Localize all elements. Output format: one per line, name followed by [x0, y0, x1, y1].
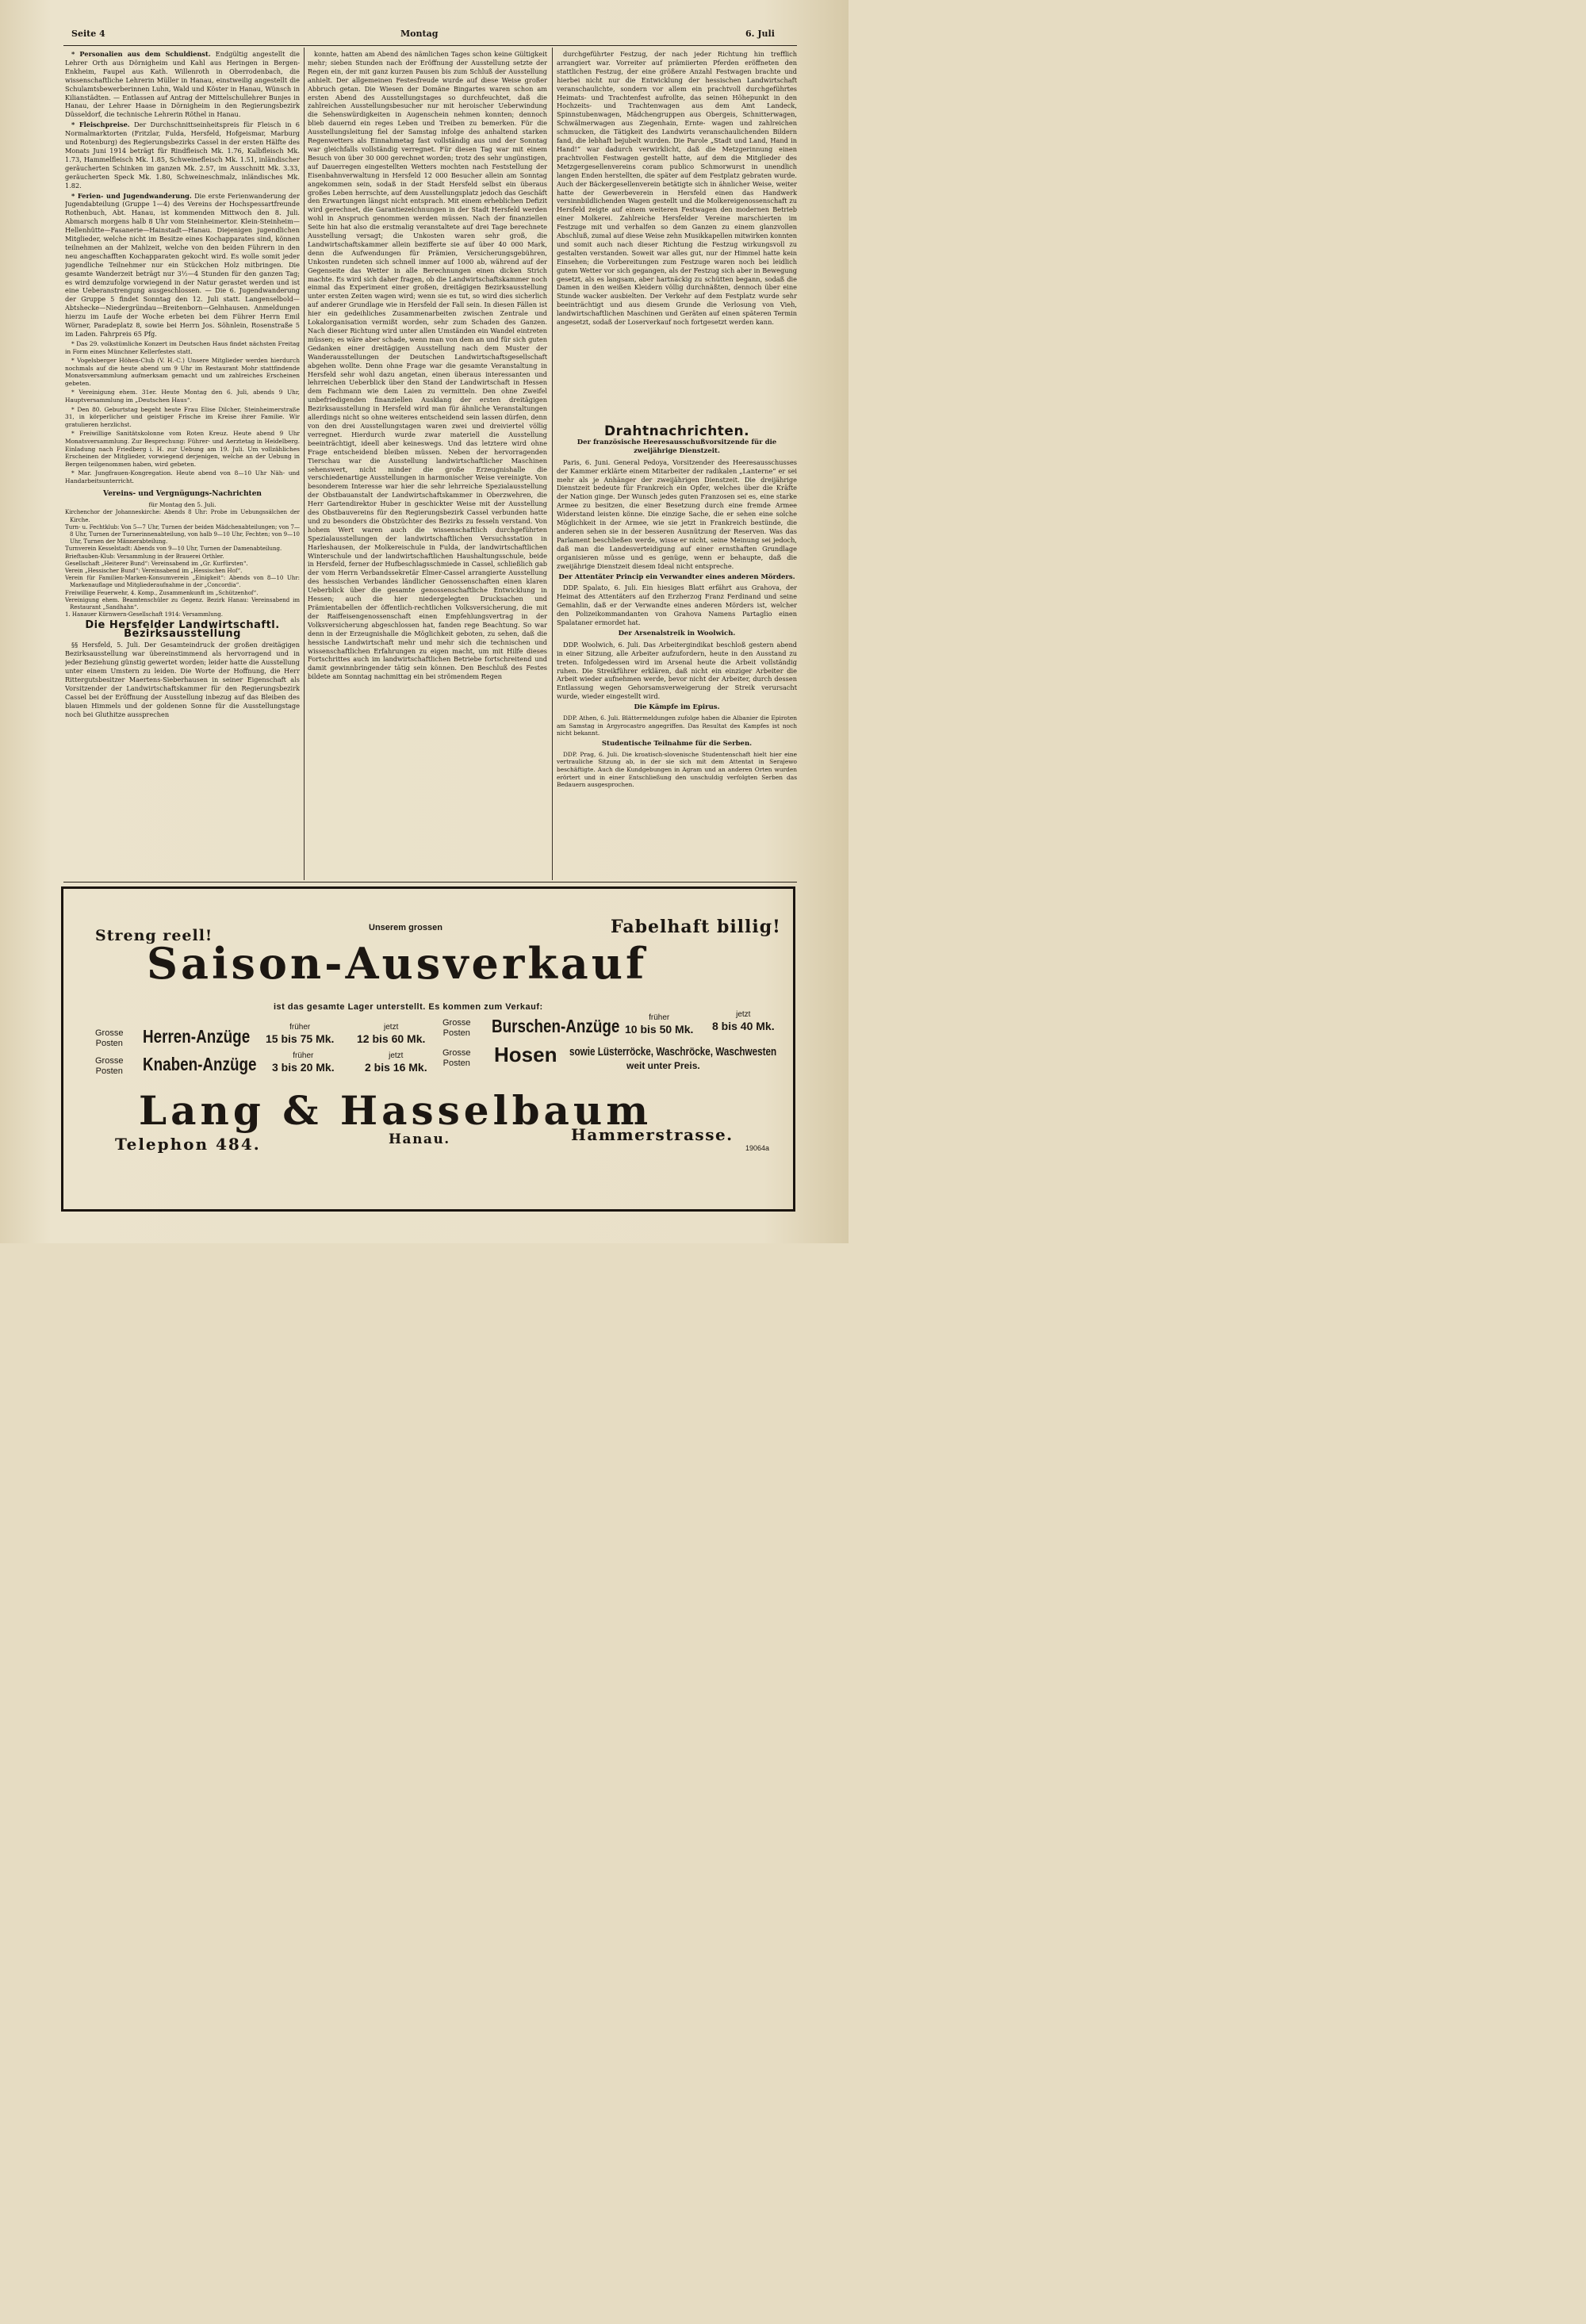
article-hersfeld: §§ Hersfeld, 5. Juli. Der Gesamteindruck der großen dreitägigen Bezirksausstellung war übereinstimmend als hervorragend und in jeder Beziehung günstig gewertet worden; leider hatte die Ausstellung unter einem Umstern zu leiden. Die Worte der Hoffnung, die Herr Rittergutsbesitzer Maertens-Sieberhausen in seiner Eigenschaft als Vorsitzender der Landwirtschaftskammer für den Regierungsbezirk Cassel bei der Eröffnung der Ausstellung inbezug auf das Bleiben des blauen Himmels und der goldenen Sonne für die Ausstellungstage noch bei Gluthitze aussprechen — [65, 641, 300, 718]
vereins-item: Verein für Familien-Marken-Konsumverein „Einigkeit“: Abends von 8—10 Uhr: Markenauflage und Mitgliederaufnahme in der „Concordia“. — [65, 575, 300, 589]
hersfeld-heading: Die Hersfelder Landwirtschaftl. Bezirksausstellung — [85, 619, 280, 641]
wire-prag: DDP. Prag, 6. Juli. Die kroatisch-slovenische Studentenschaft hielt hier eine vertrauliche Sitzung ab, in der sie sich mit dem Attentat in Serajewo beschäftigte. Auch die Kundgebungen in Agram und an anderen Orten wurden erörtert und in einer Entschließung den unschuldig verfolgten Serben das Bedauern ausgesprochen. — [557, 750, 797, 789]
ad-telephon: Telephon 484. — [115, 1135, 261, 1154]
ad-unserem-grossen: Unserem grossen — [369, 923, 442, 932]
ad-rule — [63, 882, 797, 883]
wire-athen: DDP. Athen, 6. Juli. Blättermeldungen zufolge haben die Albanier die Epiroten am Samstag in Argyrocastro angegriffen. Das Resultat des Kampfes ist noch nicht bekannt. — [557, 714, 797, 737]
vereins-heading: Vereins- und Vergnügungs-Nachrichten — [103, 489, 262, 498]
vereins-subheading: für Montag den 5. Juli. — [148, 500, 216, 508]
notice-konzert: * Das 29. volkstümliche Konzert im Deutschen Haus findet nächsten Freitag in Form eines Münchner Kellerfestes statt. — [65, 339, 300, 355]
ad-knaben-frueher: früher 3 bis 20 Mk. — [272, 1051, 335, 1074]
drahtnachrichten-heading: Drahtnachrichten. — [603, 424, 750, 439]
ad-burschen-jetzt: jetzt 8 bis 40 Mk. — [712, 1010, 775, 1032]
ad-hammerstrasse: Hammerstrasse. — [571, 1125, 734, 1144]
vereins-item: Vereinigung ehem. Beamtenschüler zu Gegenz. Bezirk Hanau: Vereinsabend im Restaurant „Sandhahn“. — [65, 596, 300, 611]
ad-firm-name: Lang & Hasselbaum — [139, 1087, 653, 1134]
column-hersfeld-continued — [308, 50, 547, 883]
ad-knaben-jetzt: jetzt 2 bis 16 Mk. — [365, 1051, 427, 1074]
ad-fabelhaft-billig: Fabelhaft billig! — [611, 917, 781, 937]
article-fleischpreise: * Fleischpreise. Der Durchschnittseinheitspreis für Fleisch in 6 Normalmarktorten (Fritzlar, Fulda, Hersfeld, Hofgeismar, Marburg und Rotenburg) des Regierungsbezirks Cassel in der ersten Hälfte des Monats Juni 1914 beträgt für Rindfleisch Mk. 1.76, Kalbfleisch Mk. 1.73, Hammelfleisch Mk. 1.85, Schweinefleisch Mk. 1.51, inländischer geräucherten Schinken im ganzen Mk. 2.57, im Ausschnitt Mk. 3.33, geräucherten Speck Mk. 1.80, Schweineschmalz, inländisches Mk. 1.82. — [65, 121, 300, 190]
vereins-item: Turn- u. Fechtklub: Von 5—7 Uhr, Turnen der beiden Mädchenabteilungen; von 7—8 Uhr, Turnen der Turnerinnenabteilung, von halb 9—10 Uhr, Fechten; von 9—10 Uhr, Turnen der Männerabteilung. — [65, 523, 300, 546]
ad-weit-unter-preis: weit unter Preis. — [626, 1060, 700, 1071]
wire-heading-serben: Studentische Teilnahme für die Serben. — [601, 739, 753, 748]
ad-grosse-posten: Grosse Posten — [95, 1028, 124, 1048]
vereins-list — [65, 509, 300, 618]
article-jugendwanderung: * Ferien- und Jugendwanderung. Die erste Ferienwanderung der Jugendabteilung (Gruppe 1—4) des Vereins der Hochspessartfreunde Rothenbuch, Abt. Hanau, ist kommenden Mittwoch den 8. Juli. Abmarsch morgens halb 8 Uhr vom Steinheimertor. Klein-Steinheim—Hellenhütte—Fasanerie—Hainstadt—Hanau. Diejenigen jugendlichen Mitglieder, welche nicht im Besitze eines Kochapparates sind, können teilnehmen an der Mahlzeit, welche von den beiden Führern in den neu angeschafften Kochapparaten gekocht wird. Es wolle somit jeder jugendliche Teilnehmer nur ein Stückchen Holz mitbringen. Die gesamte Wanderzeit beträgt nur 3½—4 Stunden für den ganzen Tag; es wird demzufolge vorwiegend in der Natur gerastet werden und ist eine Ueberanstrengung ausgeschlossen. — Die 6. Jugendwanderung der Gruppe 5 findet Sonntag den 12. Juli statt. Langenselbold—Abtshecke—Niedergründau—Breitenborn—Gelnhausen. Anmeldungen hierzu im Laufe der Woche erbeten bei dem Führer Herrn Emil Wörner, Paradeplatz 8, sowie bei Herrn Jos. Söhnlein, Rosenstraße 5 im Laden. Fahrpreis 65 Pfg. — [65, 191, 300, 338]
ad-herren-jetzt: jetzt 12 bis 60 Mk. — [357, 1023, 426, 1045]
ad-herren-anzuege: Herren-Anzüge — [143, 1026, 251, 1047]
ad-burschen-anzuege: Burschen-Anzüge — [492, 1016, 620, 1036]
weekday: Montag — [400, 29, 439, 39]
wire-paris: Paris, 6. Juni. General Pedoya, Vorsitzender des Heeresausschusses der Kammer erklärte einem Mitarbeiter der radikalen „Lanterne“ er sei mehr als je Anhänger der zweijährigen Dienstzeit. Die dreijährige Dienstzeit bedeute für Frankreich ein Opfer, welches über die Kräfte der Nation ginge. Der Wunsch jedes guten Franzosen sei es, eine starke Armee zu besitzen, die einer Besetzung durch eine fremde Armee Widerstand leisten könne. Die einzige Sache, die er sehen eine solche Möglichkeit in der Armee, wie sie jetzt in Frankreich bestünde, die anderen sehen sie in der besseren Ausnützung der Reserven. Was das Parlament beschließen werde, wisse er nicht, seine Meinung sei jedoch, daß man die Landesverteidigung auf einer ernsthaften Grundlage organisieren müsse und es genüge, wenn er behaupte, daß die zweijährige Dienstzeit diesem Ideal nicht entspreche. — [557, 458, 797, 570]
vereins-item: Kirchenchor der Johanneskirche: Abends 8 Uhr: Probe im Uebungssälchen der Kirche. — [65, 509, 300, 523]
header-rule — [63, 45, 797, 46]
ad-hosen: Hosen — [494, 1043, 557, 1066]
ad-lager-line: ist das gesamte Lager unterstellt. Es kommen zum Verkauf: — [274, 1002, 543, 1012]
wire-spalato: DDP. Spalato, 6. Juli. Ein hiesiges Blatt erfährt aus Grahova, der Heimat des Attentäters auf den Erzherzog Franz Ferdinand und seine Gemahlin, daß er der Verwandte eines anderen Mörders ist, welcher den Polizeikommandanten von Grahova Namens Partaglio einen Spalataner ermordet hat. — [557, 584, 797, 627]
wire-woolwich: DDP. Woolwich, 6. Juli. Das Arbeitergindikat beschloß gestern abend in einer Sitzung, alle Arbeiter aufzufordern, heute in den Ausstand zu treten. Infolgedessen wird im Arsenal heute die Arbeit vollständig ruhen. Die Streikführer erklären, daß nicht ein einziger Arbeiter die Arbeit wieder aufnehmen werde, bevor nicht der Arbeiter, durch dessen Entlassung wegen Gehorsamsverweigerung der Streik verursacht wurde, wieder eingestellt wird. — [557, 640, 797, 701]
ad-burschen-frueher: früher 10 bis 50 Mk. — [625, 1013, 694, 1036]
vereins-item: 1. Hanauer Kürnwern-Gesellschaft 1914: Versammlung. — [65, 611, 223, 618]
page-number: Seite 4 — [71, 29, 105, 39]
column-separator — [304, 48, 305, 880]
vereins-item: Turnverein Kesselstadt: Abends von 9—10 Uhr, Turnen der Damenabteilung. — [65, 546, 282, 553]
article-hersfeld-continued: konnte, hatten am Abend des nämlichen Tages schon keine Gültigkeit mehr; sieben Stunden nach der Eröffnung der Ausstellung setzte der Regen ein, der mit ganz kurzen Pausen bis zum Schluß der Ausstellung anhielt. Der allgemeinen Festesfreude wurde auf diese Weise großer Abbruch getan. Die Wiesen der Domäne Bingartes waren schon am ersten Abend des Ausstellungstages so durchfeuchtet, daß die zahlreichen Ausstellungsbesucher nur mit heroischer Ueberwindung die Sehenswürdigkeiten in Augenschein nehmen konnten; dennoch blieb dauernd ein reges Leben und Treiben zu bemerken. Für die Ausstellungsleitung fiel der Samstag infolge des anhaltend starken Regenwetters als Einnahmetag fast vollständig aus und der Sonntag war gleichfalls vollständig verregnet. Für diesen Tag war mit einem Besuch von über 30 000 gerechnet worden; trotz des sehr ungünstigen, auf Dauerregen eingestellten Wetters mochten nach Feststellung der Eisenbahnverwaltung in Hersfeld 12 000 Besucher allein am Sonntag angekommen sein, sodaß in der Stadt Hersfeld selbst ein überaus großes Leben herrschte, auf dem Ausstellungsplatz jedoch das Geschäft den Erwartungen längst nicht entsprach. Mit einem erheblichen Defizit wird gerechnet, die Garantiezeichnungen in der Stadt Hersfeld werden wohl in Anspruch genommen werden müssen. Nach der finanziellen Seite hin hat also die erstmalig veranstaltete auf drei Tage berechnete Ausstellung versagt; die Unkosten waren sehr groß, die Landwirtschaftskammer allein bezifferte sie auf über 40 000 Mark, denn die Aufwendungen für Prämien, Versicherungsgebühren, Unkosten rundeten sich schnell immer auf 1000 ab, während auf der Gegenseite das Wetter in alle Berechnungen einen dicken Strich machte. Es wird sich daher fragen, ob die Landwirtschaftskammer noch einmal das Experiment einer großen, dreitägigen Bezirksausstellung unter ersten Zeiten wagen wird; wenn sie es tut, so wird dies sicherlich auf anderer Grundlage wie in Hersfeld der Fall sein. In diesen Fällen ist hier ein gedeihliches Zusammenarbeiten zwischen Zentrale und Lokalorganisation vermißt worden, sehr zum Schaden des Ganzen. Nach dieser Richtung wird unter allen Umständen ein Wandel eintreten müssen; es wäre aber schade, wenn man von dem an und für sich guten Gedanken einer dreitägigen Ausstellung nach dem Muster der Wanderausstellungen der Deutschen Landwirtschaftsgesellschaft abgehen wollte. Denn ohne Frage war die gesamte Veranstaltung in Hersfeld sehr wohl dazu angetan, einen überaus interessanten und lehrreichen Ueberblick über den Stand der Landwirtschaft in Hessen dem Fachmann wie dem Laien zu vermitteln. Den ohne Zweifel unbefriedigenden finanziellen Ausklang der ersten dreitägigen Bezirksausstellung in Hersfeld wird man für ähnliche Veranstaltungen allerdings nicht so ohne weiteres entscheidend sein lassen dürfen, denn von den drei Ausstellungstagen waren zwei und dreiviertel völlig verregnet. Hierdurch wurde zwar materiell die Ausstellung beeinträchtigt, ideell aber keineswegs. Und das letztere wird ohne Frage entscheidend bleiben müssen. Neben der hervorragenden Tierschau war die Ausstellung landwirtschaftlicher Maschinen sehenswert, nicht minder die große Erzeugnishalle die verschiedenartige Ausstellungen in harmonischer Weise vereinigte. Von besonderem Interesse war hier die sehr lehrreiche Spezialausstellung der Obstbauanstalt der Landwirtschaftskammer in Oberzwehren, die Herr Gartendirektor Huber in geschickter Weise mit der Ausstellung des Obstbauvereins für den Regierungsbezirk Cassel verbunden hatte und zu besonders die Obstzüchter des Bezirks zu fesseln verstand. Von hohem Wert waren auch die wissenschaftlich durchgeführten Spezialausstellungen der landwirtschaftlichen Versuchsstation in Harleshausen, der Molkereischule in Fulda, der landwirtschaftlichen Winterschule und der landwirtschaftlichen Haushaltungsschule, beide in Hersfeld, ferner der Hufbeschlagsschmiede in Cassel, schließlich gab der vom Herrn Verbandssekretär Elmer-Cassel arrangierte Ausstellung des hessischen Verbandes ländlicher Genossenschaften einen klaren Ueberblick über die gesamte genossenschaftliche Entwicklung in Hessen; auch die hier niedergelegten Drucksachen und Prämientabellen der öffentlich-rechtlichen Volksversicherung, die mit der Raiffeisengenossenschaft einen Empfehlungsvertrag in der Volksversicherung abgeschlossen hat, fanden rege Beachtung. So war denn in der Erzeugnishalle die Möglichkeit geboten, zu sehen, daß die hessische Landwirtschaft mehr und mehr sich die technischen und wissenschaftlichen Erfahrungen zu eigen macht, um mit Hilfe dieses Fortschrittes auch im landwirtschaftlichen Betriebe fortschreitend und damit gewinnbringender tätig sein können. Den Beschluß des Festes bildete am Sonntag nachmittag ein bei strömendem Regen — [308, 50, 547, 681]
ad-saison-ausverkauf: Saison-Ausverkauf — [147, 938, 648, 989]
ad-number: 19064a — [745, 1144, 770, 1152]
wire-heading-princip: Der Attentäter Princip ein Verwandter eines anderen Mörders. — [558, 572, 795, 581]
newspaper-page — [0, 0, 849, 1243]
date: 6. Juli — [745, 29, 775, 39]
notice-geburtstag: * Den 80. Geburtstag begeht heute Frau Elise Dilcher, Steinheimerstraße 31, in körperlicher und geistiger Frische im Kreise ihrer Familie. Wir gratulieren herzlichst. — [65, 405, 300, 428]
ad-hanau: Hanau. — [389, 1131, 450, 1147]
notice-sanitaet: * Freiwillige Sanitätskolonne vom Roten Kreuz. Heute abend 9 Uhr Monatsversammlung. Zur Besprechung: Führer- und Aerztetag in Heidelberg. Einladung nach Friedberg i. H. zur Uebung am 19. Juli. Um vollzähliches Erscheinen der Mitglieder, vorwiegend derjenigen, welche an der Uebung in Bergen teilgenommen haben, wird gebeten. — [65, 430, 300, 468]
column-festzug — [557, 50, 797, 423]
ad-grosse-posten: Grosse Posten — [95, 1056, 124, 1076]
article-festzug: durchgeführter Festzug, der nach jeder Richtung hin trefflich arrangiert war. Vorreiter auf prämiierten Pferden eröffneten den stattlichen Festzug, der eine größere Anzahl Festwagen brachte und hierbei nicht nur die Entwicklung der hessischen Landwirtschaft veranschaulichte, sondern vor allem ein prachtvoll durchgeführtes Heimats- und Trachtenfest aufrollte, das seinen Höhepunkt in den Hochzeits- und Trachtenwagen aus dem Amt Landeck, Spinnstubenwagen, Mädchengruppen aus Obergeis, Schnitterwagen, Schwälmerwagen aus Ziegenhain, Ernte- wagen und zahlreichen schmucken, die Tätigkeit des Landwirts veranschaulichenden Bildern fand, die lebhaft bejubelt wurden. Die Parole „Stadt und Land, Hand in Hand!“ war dadurch verwirklicht, daß die Metzgerinnung einen prachtvollen Festwagen gestellt hatte, auf dem die Mitglieder des Metzgergesellenvereins coram publico Schmorwurst in unendlich langen Enden herstellten, die später auf dem Festplatz gebraten wurde. Auch der Bäckergesellenverein betätigte sich in ähnlicher Weise, weiter hatte der Gewerbeverein in Hersfeld einen das Handwerk versinnbildlichenden Wagen gestellt und die Molkereigenossenschaft zu Hersfeld zeigte auf einem weiteren Festwagen den modernen Betrieb einer Molkerei. Zahlreiche Hersfelder Vereine marschierten im Festzuge mit und verhalfen so dem Ganzen zu einem glanzvollen Abschluß, zumal auf diese Weise zehn Musikkapellen mitwirken konnten und somit auch nach dieser Richtung die Festzug wirkungsvoll zu gestalten verstanden. Soweit war alles gut, nur der Himmel hatte kein Einsehen; die Vorbereitungen zum Festzuge waren noch bei leidlich gutem Wetter vor sich gegangen, als der Festzug sich aber in Bewegung gesetzt, als es langsam, aber hartnäckig zu schütten begann, sodaß die Damen in den weißen Kleidern völlig durchnäßten, dennoch über eine Stunde wacker ausbielten. Der Verkehr auf dem Festplatz wurde sehr beeinträchtigt und aus diesem Grunde die Verlosung von Vieh, landwirtschaftlichen Maschinen und Geräten auf einen späteren Termin angesetzt, sodaß der Loserverkauf noch fortgesetzt werden kann. — [557, 50, 797, 327]
advertisement-lang-hasselbaum — [61, 886, 795, 1212]
notice-kongregation: * Mar. Jungfrauen-Kongregation. Heute abend von 8—10 Uhr Näh- und Handarbeitsunterricht. — [65, 469, 300, 484]
ad-hosen-rest: sowie Lüsterröcke, Waschröcke, Waschwesten — [569, 1045, 777, 1059]
vereins-item: Verein „Hessischer Bund“: Vereinsabend im „Hessischen Hof“. — [65, 568, 243, 575]
vereins-item: Gesellschaft „Heiterer Bund“: Vereinsabend im „Gr. Kurfürsten“. — [65, 560, 248, 567]
page-header — [67, 29, 781, 41]
article-personalien: * Personalien aus dem Schuldienst. Endgültig angestellt die Lehrer Orth aus Dörnigheim und Kahl aus Heringen in Bergen-Enkheim, Faupel aus Kath. Willenroth in Oberrodenbach, die wissenschaftliche Lehrerin Müller in Hanau, einstweilig angestellt die Schulamtsbewerberinnen Luhn, Wald und Köster in Hanau, Wünsch in Kilianstädten. — Entlassen auf Antrag der Mittelschullehrer Bunjes in Hanau, der Lehrer Haase in Dörnigheim in den Regierungsbezirk Düsseldorf, die technische Lehrerin Röthel in Hanau. — [65, 50, 300, 119]
wire-heading-woolwich: Der Arsenalstreik in Woolwich. — [618, 629, 736, 637]
vereins-item: Brieftauben-Klub: Versammlung in der Brauerei Orthler. — [65, 553, 224, 560]
column-drahtnachrichten — [557, 424, 797, 876]
notice-31er: * Vereinigung ehem. 31er. Heute Montag den 6. Juli, abends 9 Uhr, Hauptversammlung im „Deutschen Haus“. — [65, 389, 300, 404]
column-local-news — [65, 50, 300, 879]
ad-grosse-posten: Grosse Posten — [442, 1018, 471, 1038]
wire-heading-epirus: Die Kämpfe im Epirus. — [634, 703, 720, 712]
ad-grosse-posten: Grosse Posten — [442, 1048, 471, 1068]
vereins-item: Freiwillige Feuerwehr, 4. Komp., Zusammenkunft im „Schützenhof“. — [65, 589, 259, 596]
wire-heading-paris: Der französische Heeresausschußvorsitzende für die zweijährige Dienstzeit. — [577, 438, 777, 455]
ad-herren-frueher: früher 15 bis 75 Mk. — [266, 1023, 335, 1045]
notice-vogelsberger: * Vogelsberger Höhen-Club (V. H.-C.) Unsere Mitglieder werden hierdurch nochmals auf die heute abend um 9 Uhr im Restaurant Mohr stattfindende Monatsversammlung aufmerksam gemacht und um zahlreiches Erscheinen gebeten. — [65, 357, 300, 387]
column-separator — [552, 48, 553, 880]
ad-knaben-anzuege: Knaben-Anzüge — [143, 1054, 257, 1074]
ad-streng-reell: Streng reell! — [95, 927, 213, 944]
